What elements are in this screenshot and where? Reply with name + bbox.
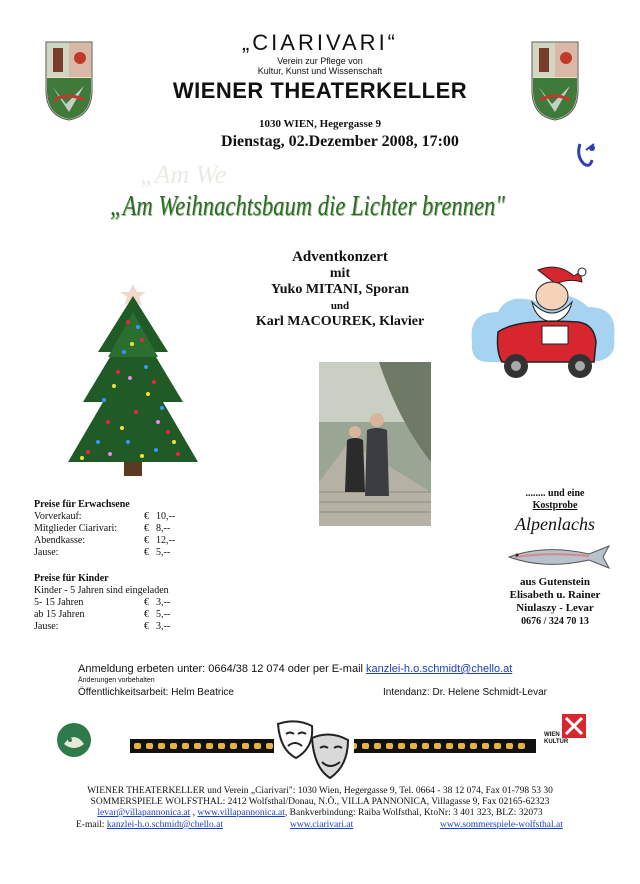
footer-sep: , [190, 808, 198, 818]
footer-line-3 [10, 808, 630, 818]
christmas-tree-image [58, 282, 208, 482]
adult-prices-list [34, 511, 204, 559]
coat-of-arms-left [44, 40, 94, 122]
performers-photo [319, 362, 431, 526]
performer-1: Yuko MITANI, Sporan [270, 282, 410, 297]
price-row: Vorverkauf: € 10,-- [34, 511, 176, 522]
tasting-family: Niulaszy - Levar [516, 602, 594, 614]
tasting-script: Alpenlachs [515, 514, 595, 534]
club-subtitle-2: Kultur, Kunst und Wissenschaft [257, 66, 383, 76]
footer-email-levar-link[interactable]: levar@villapannonica.at [97, 808, 191, 818]
price-row: Jause: € 5,-- [34, 547, 171, 558]
wien-kultur-text: WIEN KULTUR [544, 732, 569, 745]
price-row: Abendkasse: € 12,-- [34, 535, 176, 546]
footer-sommerspiele-link[interactable]: www.sommerspiele-wolfsthal.at [440, 820, 563, 830]
theater-logo-left [54, 722, 94, 758]
concert-type: Adventkonzert [292, 249, 388, 265]
tasting-names: Elisabeth u. Rainer [509, 589, 601, 601]
price-row: Mitglieder Ciarivari: € 8,-- [34, 523, 171, 534]
intendant: Intendanz: Dr. Helene Schmidt-Levar [383, 687, 547, 698]
footer-bank: , Bankverbindung: Raiba Wolfsthal, KtoNr: 3 401 323, BLZ: 32073 [284, 808, 543, 818]
footer-line-2: SOMMERSPIELE WOLFSTHAL: 2412 Wolfsthal/Donau, N.Ö., VILLA PANNONICA, Villagasse 9, Fax 02165-62323 [90, 797, 550, 807]
tasting-line-1: ........ und eine [525, 488, 585, 499]
adult-prices-heading: Preise für Erwachsene [34, 499, 130, 510]
theater-masks-icon [274, 718, 354, 784]
tasting-from: aus Gutenstein [520, 576, 590, 588]
footer-ciarivari-link[interactable]: www.ciarivari.at [290, 820, 354, 830]
venue-address: 1030 WIEN, Hegergasse 9 [258, 118, 381, 130]
registration-email-link[interactable]: kanzlei-h.o.schmidt@chello.at [366, 663, 513, 675]
changes-note: Änderungen vorbehalten [78, 677, 155, 684]
registration-text: Anmeldung erbeten unter: 0664/38 12 074 oder per E-mail [78, 663, 367, 675]
concert-and: und [330, 300, 350, 312]
pr-contact: Öffentlichkeitsarbeit: Helm Beatrice [78, 687, 234, 698]
children-prices-list [34, 597, 204, 633]
children-prices-heading: Preise für Kinder [34, 573, 109, 584]
club-name: „CIARIVARI“ [241, 30, 399, 55]
wien-kultur-logo [544, 714, 588, 754]
venue-name: WIENER THEATERKELLER [172, 78, 468, 103]
concert-with: mit [329, 266, 351, 281]
club-subtitle-1: Verein zur Pflege von [277, 56, 363, 66]
footer-email-link[interactable]: kanzlei-h.o.schmidt@chello.at [106, 820, 223, 830]
children-note: Kinder - 5 Jahren sind eingeladen [34, 585, 169, 596]
registration-line [78, 663, 512, 675]
santa-car-image [468, 262, 618, 392]
price-row: ab 15 Jahren € 5,-- [34, 609, 171, 620]
footer-villapannonica-link[interactable]: www.villapannonica.at [197, 808, 285, 818]
coat-of-arms-right [530, 40, 580, 122]
price-row: 5- 15 Jahren € 3,-- [34, 597, 171, 608]
salmon-fish-image [505, 544, 615, 570]
event-date: Dienstag, 02.Dezember 2008, 17:00 [221, 133, 459, 150]
title-ghost: „Am We [140, 160, 227, 189]
price-row: Jause: € 3,-- [34, 621, 171, 632]
footer-line-1: WIENER THEATERKELLER und Verein „Ciarivari": 1030 Wien, Hegergasse 9, Tel. 0664 - 38 12 074, Fax 01-798 53 30 [87, 786, 553, 796]
footer-email-label: E-mail: [76, 820, 107, 830]
performer-2: Karl MACOUREK, Klavier [255, 314, 425, 329]
music-note-logo [572, 140, 600, 170]
event-title: „Am Weihnachtsbaum die Lichter brennen" [110, 190, 505, 222]
tasting-phone: 0676 / 324 70 13 [521, 616, 589, 627]
tasting-line-2: Kostprobe [532, 500, 578, 511]
